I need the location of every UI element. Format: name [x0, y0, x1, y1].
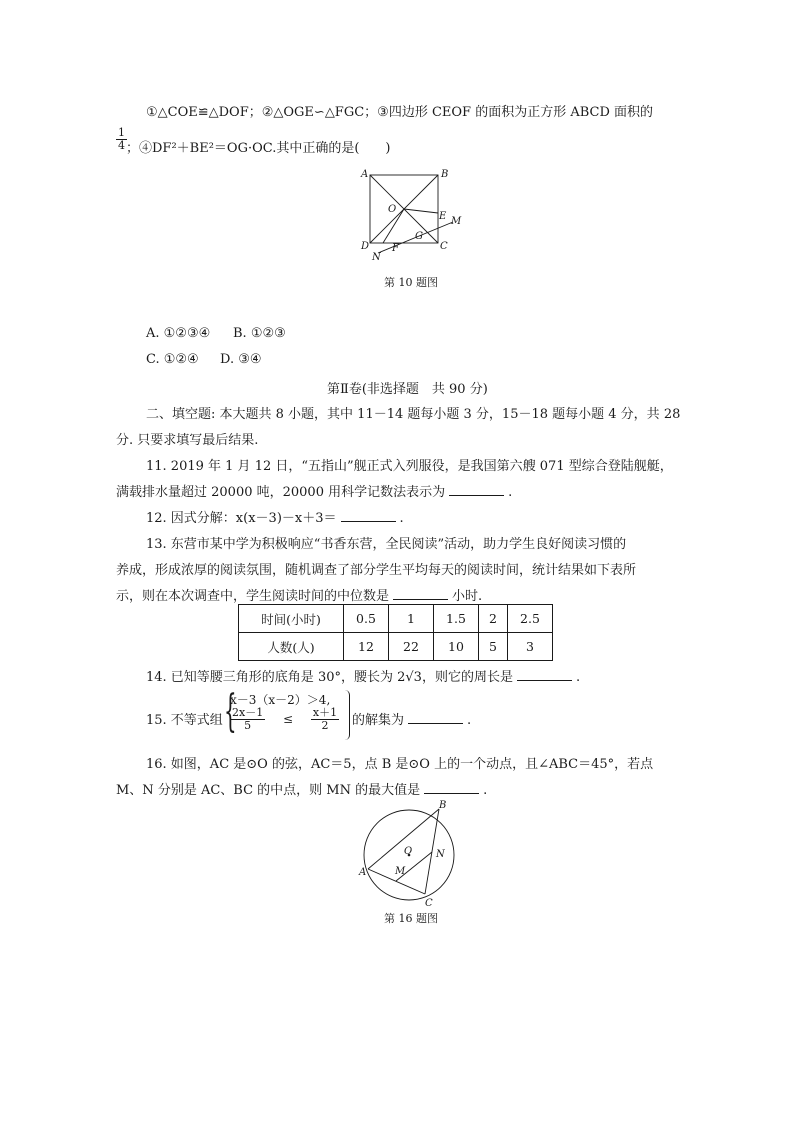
table-cell: 1	[389, 605, 434, 633]
q14-text: 14. 已知等腰三角形的底角是 30°，腰长为 2√3，则它的周长是	[146, 670, 513, 685]
q11-line2	[116, 481, 512, 500]
label-m: M	[451, 216, 462, 227]
q10-frac-den: 4	[118, 139, 125, 152]
table-row-time	[239, 605, 553, 633]
q15-frac1-den: 5	[244, 719, 252, 732]
q11-answer-blank[interactable]	[449, 483, 504, 496]
q13-answer-blank[interactable]	[393, 587, 448, 600]
label-o: O	[388, 204, 397, 215]
label-a: A	[359, 867, 367, 878]
q14-end: .	[575, 670, 581, 685]
table-cell: 22	[389, 633, 434, 661]
table-cell: 10	[434, 633, 479, 661]
q15-frac2-num: x＋1	[312, 706, 338, 719]
q10-option-c[interactable]: C. ①②④	[146, 352, 199, 367]
q16-circle-figure	[355, 800, 465, 908]
q15-right-bracket	[345, 690, 350, 740]
chord-ab	[368, 809, 439, 869]
label-n: N	[372, 252, 381, 263]
q15-frac2-den: 2	[321, 719, 329, 732]
table-cell: 0.5	[344, 605, 389, 633]
table-cell: 5	[479, 633, 508, 661]
table-header-count: 人数(人)	[239, 633, 344, 661]
label-n: N	[436, 849, 445, 860]
label-c: C	[425, 898, 433, 908]
label-d: D	[361, 241, 370, 252]
table-cell: 3	[508, 633, 553, 661]
q10-caption: 第 10 题图	[384, 276, 438, 289]
q11-line1: 11. 2019 年 1 月 12 日，“五指山”舰正式入列服役，是我国第六艘 071 型综合登陆舰艇，	[146, 459, 673, 474]
q13-line3-end: 小时.	[452, 589, 483, 604]
q14-answer-blank[interactable]	[517, 668, 572, 681]
table-header-time: 时间(小时)	[239, 605, 344, 633]
label-c: C	[440, 241, 448, 252]
section2-title: 第Ⅱ卷(非选择题 共 90 分)	[327, 382, 488, 397]
reading-time-table	[238, 604, 553, 661]
q13-line3	[116, 585, 482, 604]
q12-end: .	[399, 511, 404, 526]
label-a: A	[361, 169, 369, 180]
q10-option-a[interactable]: A. ①②③④	[146, 326, 211, 341]
q15-inequality2	[230, 707, 339, 732]
q10-frac-num: 1	[118, 126, 125, 139]
table-cell: 2.5	[508, 605, 553, 633]
q12-text: 12. 因式分解：x(x－3)－x＋3＝	[146, 511, 337, 526]
q15-frac1-num: 2x－1	[232, 706, 264, 719]
q16-line2	[116, 779, 487, 798]
label-b: B	[439, 800, 447, 811]
q10-option-b[interactable]: B. ①②③	[233, 326, 286, 341]
label-b: B	[441, 169, 449, 180]
label-f: F	[392, 243, 399, 254]
q15-left-brace: {	[224, 686, 237, 737]
q16-answer-blank[interactable]	[424, 781, 479, 794]
table-cell: 2	[479, 605, 508, 633]
label-g: G	[415, 231, 423, 242]
q16-line2-text: M、N 分别是 AC、BC 的中点，则 MN 的最大值是	[116, 783, 421, 798]
q15-prefix: 15. 不等式组	[146, 713, 223, 728]
q15-end: .	[467, 713, 472, 728]
segment-oe	[404, 209, 438, 213]
q15-inequality1: x－3（x－2）＞4,	[230, 693, 331, 707]
q14-line	[146, 666, 580, 685]
q16-line1: 16. 如图，AC 是⊙O 的弦，AC＝5，点 B 是⊙O 上的一个动点，且∠ABC＝45°，若点	[146, 757, 654, 772]
table-cell: 1.5	[434, 605, 479, 633]
q10-statements-line1: ①△COE≌△DOF；②△OGE∽△FGC；③四边形 CEOF 的面积为正方形 ABCD 面积的	[146, 105, 654, 120]
q13-line3-text: 示，则在本次调查中，学生阅读时间的中位数是	[116, 589, 390, 604]
label-o: O	[404, 846, 413, 857]
q12-line	[146, 507, 404, 526]
q15-leq: ≤	[283, 712, 294, 726]
q16-end: .	[483, 783, 488, 798]
q11-end: .	[508, 485, 513, 500]
q12-answer-blank[interactable]	[341, 509, 396, 522]
q10-option-d[interactable]: D. ③④	[220, 352, 262, 367]
q15-suffix: 的解集为	[352, 713, 405, 728]
section2-intro-line1: 二、填空题: 本大题共 8 小题，其中 11－14 题每小题 3 分，15－18 题每小题 4 分，共 28	[146, 407, 681, 422]
q15-answer-blank[interactable]	[408, 711, 463, 724]
table-row-count	[239, 633, 553, 661]
section2-intro-line2: 分. 只要求填写最后结果.	[116, 433, 259, 448]
q16-caption: 第 16 题图	[384, 912, 438, 925]
label-m: M	[395, 866, 406, 877]
q10-square-figure	[350, 165, 470, 265]
q15-suffix-line	[352, 709, 471, 728]
q13-line2: 养成，形成浓厚的阅读氛围，随机调查了部分学生平均每天的阅读时间，统计结果如下表所	[116, 563, 637, 578]
table-cell: 12	[344, 633, 389, 661]
q11-line2-text: 满载排水量超过 20000 吨，20000 用科学记数法表示为	[116, 485, 446, 500]
q13-line1: 13. 东营市某中学为积极响应“书香东营，全民阅读”活动，助力学生良好阅读习惯的	[146, 537, 627, 552]
label-e: E	[439, 211, 447, 222]
q10-statements-line2: ；④DF²＋BE²＝OG·OC.其中正确的是( )	[126, 141, 391, 156]
